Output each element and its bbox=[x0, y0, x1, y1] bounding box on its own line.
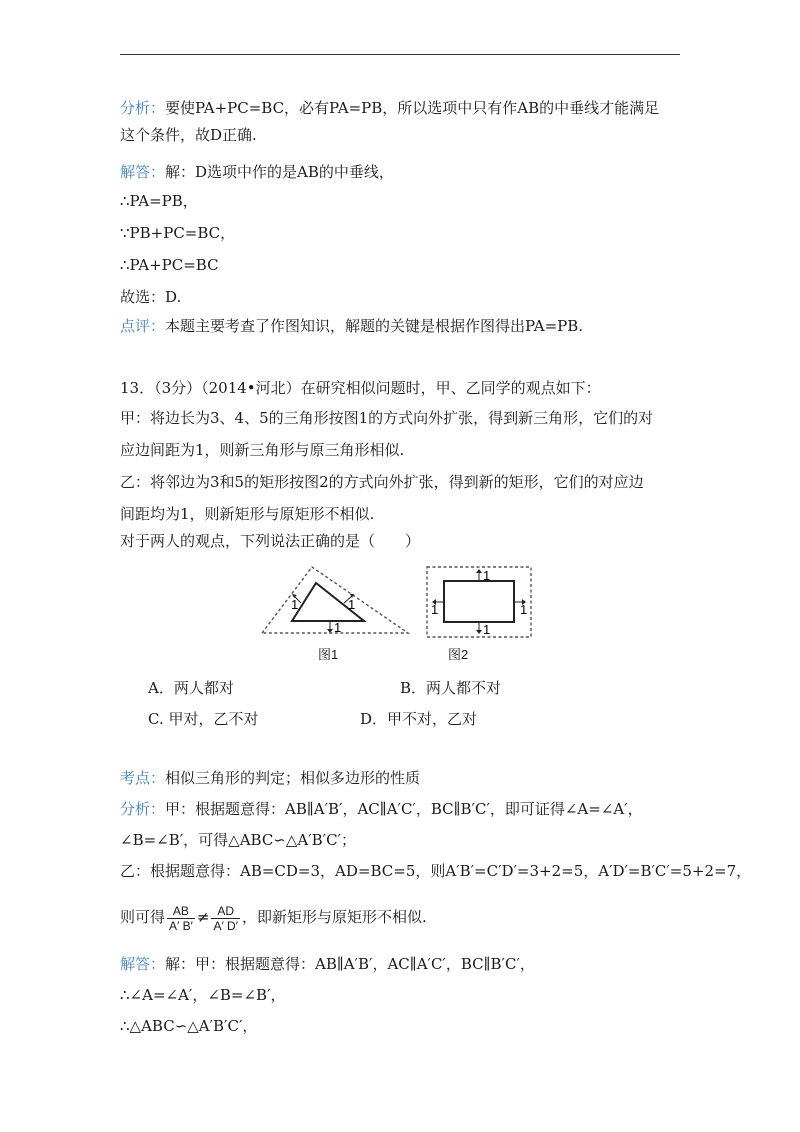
answer-label: 解答： bbox=[120, 163, 166, 181]
jieda-line-3: ∴△ABC∽△A′B′C′， bbox=[120, 1017, 258, 1035]
fraction-ad-over-a1d1 bbox=[211, 904, 240, 933]
fenxi-text-1: 甲：根据题意得：AB∥A′B′，AC∥A′C′，BC∥B′C′，即可证得∠A=∠A′， bbox=[165, 800, 643, 818]
jieda-text-1: 解：甲：根据题意得：AB∥A′B′，AC∥A′C′，BC∥B′C′， bbox=[165, 955, 535, 973]
jieda-line-1 bbox=[120, 954, 535, 974]
fenxi-line-3: 乙：根据题意得：AB=CD=3，AD=BC=5，则A′B′=C′D′=3+2=5，A′D′=B′C′=5+2=7， bbox=[120, 862, 752, 880]
not-equal-sign: ≠ bbox=[196, 908, 210, 926]
fig2-mark-left: 1 bbox=[431, 602, 439, 617]
fig1-mark-right: 1 bbox=[348, 597, 356, 612]
fig2-mark-bottom: 1 bbox=[483, 622, 491, 637]
answer-line-5: 故选：D. bbox=[120, 288, 182, 306]
comment-text: 本题主要考查了作图知识，解题的关键是根据作图得出PA=PB. bbox=[165, 317, 584, 335]
fraction-1-denominator: A′ B′ bbox=[169, 918, 193, 933]
kaodian-label: 考点： bbox=[120, 769, 166, 787]
comment-line bbox=[120, 316, 583, 336]
answer-text-1: 解：D选项中作的是AB的中垂线， bbox=[165, 163, 394, 181]
fenxi-line-1 bbox=[120, 799, 643, 819]
figure-2-rectangle bbox=[424, 564, 534, 640]
header-rule bbox=[120, 54, 680, 55]
answer-line-2: ∴PA=PB， bbox=[120, 192, 198, 210]
q13-header: 13．（3分）（2014•河北）在研究相似问题时，甲、乙同学的观点如下： bbox=[120, 379, 601, 397]
option-b: B．两人都不对 bbox=[400, 679, 502, 697]
q13-yi-line-2: 间距均为1，则新矩形与原矩形不相似. bbox=[120, 505, 375, 523]
q13-jia-line-1: 甲：将边长为3、4、5的三角形按图1的方式向外扩张，得到新三角形，它们的对 bbox=[120, 409, 654, 427]
q13-jia-line-2: 应边间距为1，则新三角形与原三角形相似. bbox=[120, 441, 405, 459]
answer-line-1 bbox=[120, 162, 394, 182]
jieda-line-2: ∴∠A=∠A′，∠B=∠B′， bbox=[120, 986, 286, 1004]
figure-1-caption: 图1 bbox=[318, 647, 339, 662]
fig2-mark-top: 1 bbox=[483, 568, 491, 583]
q13-yi-line-1: 乙：将邻边为3和5的矩形按图2的方式向外扩张，得到新的矩形，它们的对应边 bbox=[120, 473, 644, 491]
answer-line-4: ∴PA+PC=BC bbox=[120, 256, 219, 274]
fraction-ab-over-a1b1 bbox=[167, 904, 195, 933]
fig1-mark-bottom: 1 bbox=[334, 620, 342, 635]
kaodian-line bbox=[120, 768, 420, 788]
fig2-mark-right: 1 bbox=[520, 602, 528, 617]
jieda-label: 解答： bbox=[120, 955, 166, 973]
figure-1-triangle bbox=[258, 563, 414, 637]
option-d: D．甲不对，乙对 bbox=[360, 710, 478, 728]
fraction-2-denominator: A′ D′ bbox=[213, 918, 238, 933]
fenxi-text-4-pre: 则可得 bbox=[120, 908, 166, 926]
fenxi-text-4-post: ，即新矩形与原矩形不相似. bbox=[241, 908, 427, 926]
answer-line-3: ∵PB+PC=BC， bbox=[120, 224, 236, 242]
fenxi-line-2: ∠B=∠B′，可得△ABC∽△A′B′C′； bbox=[120, 831, 356, 849]
q13-question: 对于两人的观点，下列说法正确的是（ ） bbox=[120, 532, 421, 550]
analysis-label: 分析： bbox=[120, 99, 166, 117]
fig1-mark-left: 1 bbox=[291, 597, 299, 612]
analysis-text-1: 要使PA+PC=BC，必有PA=PB，所以选项中只有作AB的中垂线才能满足 bbox=[165, 99, 660, 117]
option-c: C. 甲对，乙不对 bbox=[148, 710, 259, 728]
option-a: A．两人都对 bbox=[148, 679, 234, 697]
fraction-2-numerator: AD bbox=[211, 904, 240, 919]
comment-label: 点评： bbox=[120, 317, 166, 335]
fenxi-label: 分析： bbox=[120, 800, 166, 818]
analysis-line-2: 这个条件，故D正确. bbox=[120, 126, 257, 144]
fenxi-line-4 bbox=[120, 901, 427, 933]
kaodian-text: 相似三角形的判定；相似多边形的性质 bbox=[165, 769, 421, 787]
analysis-line-1 bbox=[120, 98, 659, 118]
figure-2-caption: 图2 bbox=[448, 647, 469, 662]
fraction-1-numerator: AB bbox=[167, 904, 195, 919]
